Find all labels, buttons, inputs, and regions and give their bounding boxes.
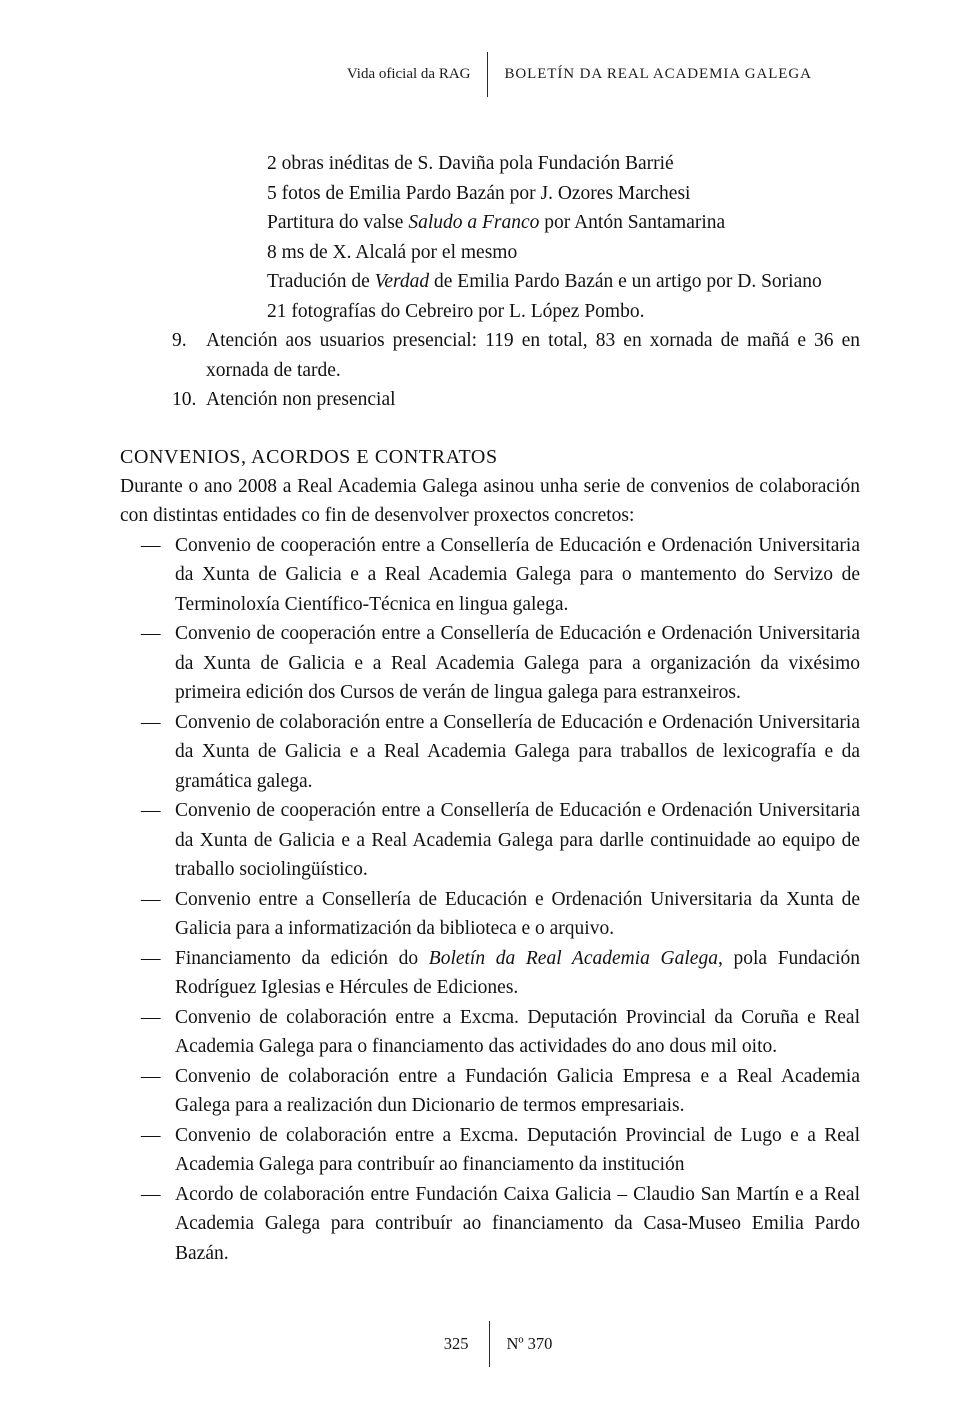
numbered-item	[120, 326, 860, 385]
convenios-list	[120, 531, 860, 1269]
convenio-text: Convenio de colaboración entre a Consellería de Educación e Ordenación Universitaria da Xunta de Galicia e a Real Academia Galega para traballos de lexicografía e da gramática galega.	[175, 711, 860, 792]
convenio-item	[120, 619, 860, 708]
acquisition-item: 8 ms de X. Alcalá por el mesmo	[267, 241, 518, 263]
acquisition-item: 21 fotografías do Cebreiro por L. López Pombo.	[267, 300, 645, 322]
dash-marker: —	[141, 947, 161, 969]
page-content	[120, 149, 860, 1268]
numbered-item	[120, 385, 860, 415]
dash-marker: —	[141, 534, 161, 556]
dash-marker: —	[141, 711, 161, 733]
acquisition-item: Partitura do valse Saludo a Franco por Antón Santamarina	[267, 212, 726, 233]
convenio-text: Convenio de cooperación entre a Consellería de Educación e Ordenación Universitaria da Xunta de Galicia e a Real Academia Galega para a organización da vixésimo primeira edición dos Cursos de verán de lingua galega para estranxeiros.	[175, 623, 860, 703]
convenio-item	[120, 1003, 860, 1062]
item-number: 9.	[172, 330, 187, 351]
item-text: Atención non presencial	[206, 389, 396, 410]
page-number: 325	[443, 1334, 469, 1353]
header-section-label: Vida oficial da RAG	[346, 66, 471, 82]
convenio-item	[120, 708, 860, 797]
convenio-text: Convenio de colaboración entre a Excma. Deputación Provincial de Lugo e a Real Academia Galega para contribuír ao financiamento da institución	[175, 1124, 860, 1175]
page-footer	[0, 1321, 975, 1367]
numbered-list	[120, 326, 860, 415]
dash-marker: —	[141, 623, 161, 644]
convenio-text: Convenio de colaboración entre a Excma. Deputación Provincial da Coruña e Real Academia Galega para o financiamento das actividades do ano dous mil oito.	[175, 1006, 860, 1057]
issue-number: Nº 370	[506, 1334, 553, 1353]
convenio-text: Convenio entre a Consellería de Educación e Ordenación Universitaria da Xunta de Galicia para a informatización da biblioteca e o arquivo.	[175, 888, 860, 939]
convenio-item	[120, 1062, 860, 1121]
acquisition-item: 2 obras inéditas de S. Daviña pola Fundación Barrié	[267, 153, 674, 174]
acquisition-item: Tradución de Verdad de Emilia Pardo Bazán e un artigo por D. Soriano	[267, 271, 822, 292]
dash-marker: —	[141, 800, 161, 821]
convenio-item	[120, 1180, 860, 1269]
convenio-item	[120, 944, 860, 1003]
acquisition-item: 5 fotos de Emilia Pardo Bazán por J. Ozores Marchesi	[267, 182, 691, 204]
dash-marker: —	[141, 1065, 161, 1087]
acquisitions-list	[120, 149, 860, 326]
item-number: 10.	[172, 389, 197, 410]
page-header	[0, 52, 975, 97]
header-journal-title: BOLETÍN DA REAL ACADEMIA GALEGA	[504, 66, 812, 82]
convenio-item	[120, 796, 860, 885]
dash-marker: —	[141, 1124, 161, 1146]
convenio-item	[120, 531, 860, 620]
convenio-item	[120, 1121, 860, 1180]
dash-marker: —	[141, 1006, 161, 1028]
section-heading: CONVENIOS, ACORDOS E CONTRATOS	[120, 445, 498, 468]
section-intro: Durante o ano 2008 a Real Academia Galega asinou unha serie de convenios de colaboración con distintas entidades co fin de desenvolver proxectos concretos:	[120, 475, 860, 526]
item-text: Atención aos usuarios presencial: 119 en total, 83 en xornada de mañá e 36 en xornada de tarde.	[206, 330, 860, 381]
convenio-text: Convenio de cooperación entre a Consellería de Educación e Ordenación Universitaria da Xunta de Galicia e a Real Academia Galega para o mantemento do Servizo de Terminoloxía Científico-Técnica en lingua galega.	[175, 534, 860, 615]
convenio-item	[120, 885, 860, 944]
convenio-text: Convenio de colaboración entre a Fundación Galicia Empresa e a Real Academia Galega para a realización dun Dicionario de termos empresariais.	[175, 1065, 860, 1116]
convenio-text: Acordo de colaboración entre Fundación Caixa Galicia – Claudio San Martín e a Real Academia Galega para contribuír ao financiamento da Casa-Museo Emilia Pardo Bazán.	[175, 1183, 860, 1264]
dash-marker: —	[141, 888, 161, 910]
convenio-text: Convenio de cooperación entre a Consellería de Educación e Ordenación Universitaria da Xunta de Galicia e a Real Academia Galega para darlle continuidade ao equipo de traballo sociolingüístico.	[175, 800, 860, 880]
dash-marker: —	[141, 1183, 161, 1205]
convenio-text: Financiamento da edición do Boletín da Real Academia Galega, pola Fundación Rodríguez Iglesias e Hércules de Ediciones.	[175, 947, 861, 998]
